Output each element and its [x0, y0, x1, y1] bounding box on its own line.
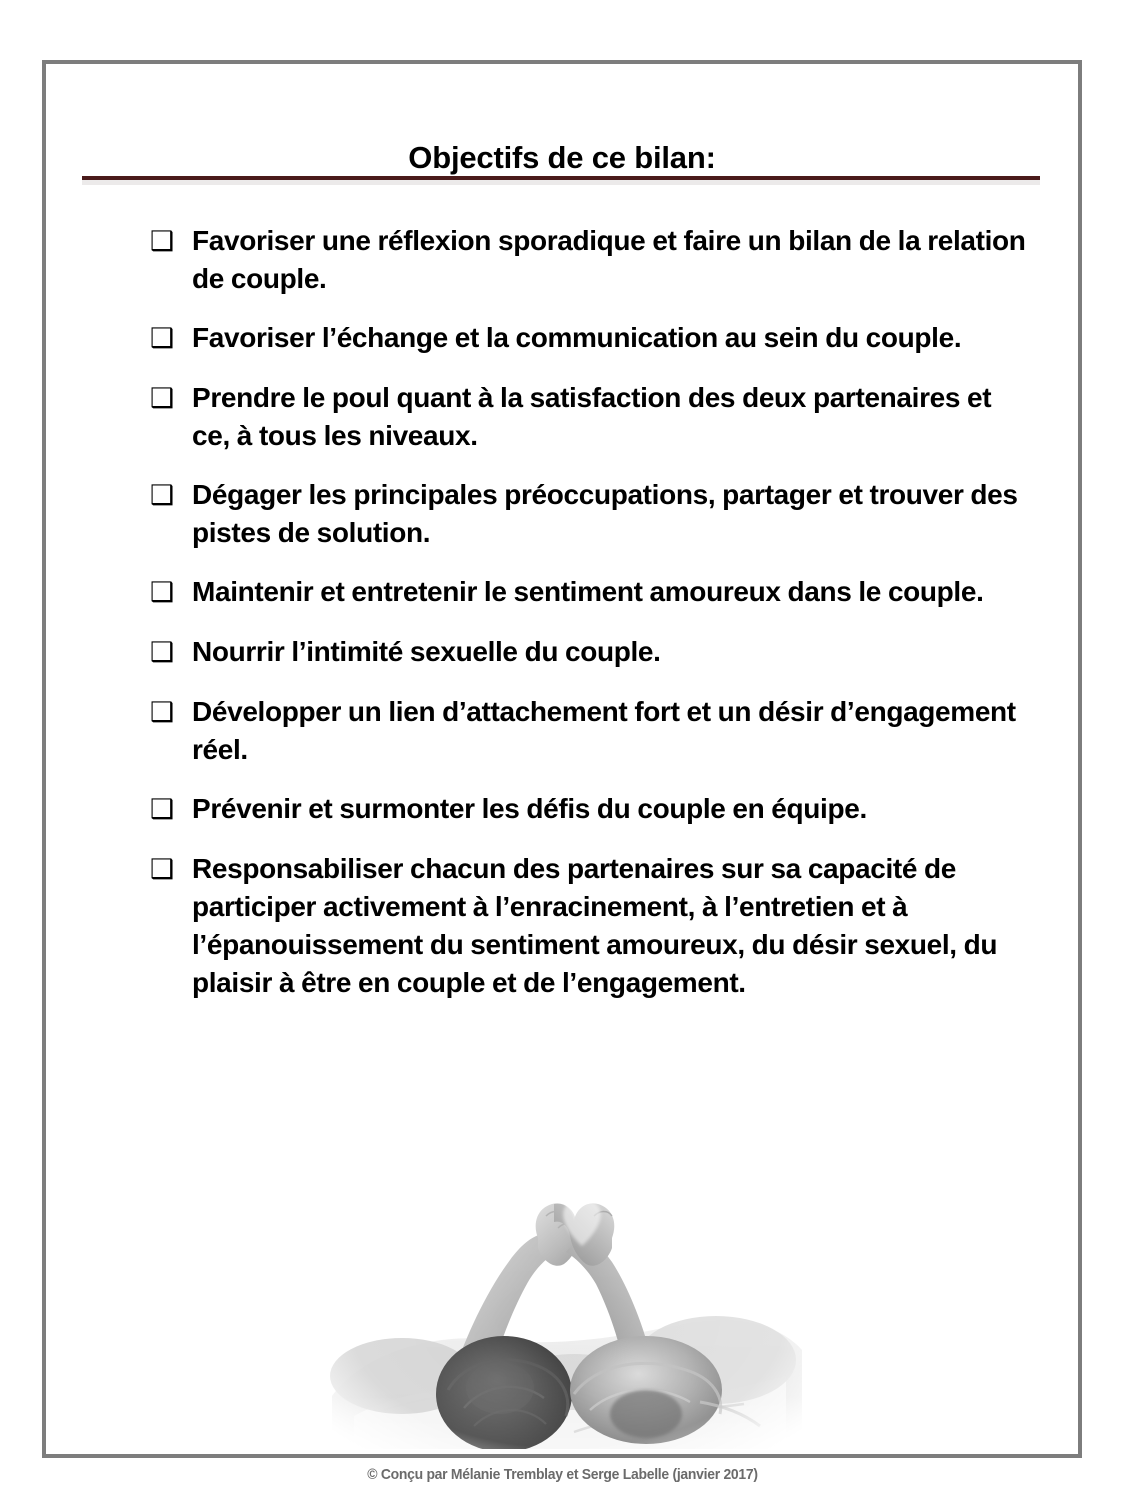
list-item-label: Nourrir l’intimité sexuelle du couple. [192, 636, 661, 667]
footer-credit-line: © Conçu par Mélanie Tremblay et Serge Labelle (janvier 2017) [367, 1466, 758, 1483]
list-item-label: Maintenir et entretenir le sentiment amoureux dans le couple. [192, 576, 984, 607]
list-item [150, 573, 1030, 612]
objectives-list [150, 222, 1030, 1023]
page-border-frame [42, 60, 1082, 1458]
checkbox-bullet-icon: ❑ [150, 480, 175, 511]
checkbox-bullet-icon: ❑ [150, 577, 175, 608]
checkbox-bullet-icon: ❑ [150, 323, 175, 354]
list-item [150, 790, 1030, 829]
list-item [150, 476, 1030, 552]
checkbox-bullet-icon: ❑ [150, 226, 175, 257]
list-item-label: Favoriser l’échange et la communication au sein du couple. [192, 322, 962, 353]
page-title: Objectifs de ce bilan: [408, 139, 716, 175]
checkbox-bullet-icon: ❑ [150, 794, 175, 825]
checkbox-bullet-icon: ❑ [150, 854, 175, 885]
list-item-label: Dégager les principales préoccupations, partager et trouver des pistes de solution. [192, 479, 1018, 548]
list-item [150, 633, 1030, 672]
list-item [150, 222, 1030, 298]
title-divider-rule [82, 176, 1040, 185]
list-item-label: Développer un lien d’attachement fort et un désir d’engagement réel. [192, 696, 1016, 765]
couple-heart-hands-photo [324, 1164, 809, 1449]
list-item-label: Prendre le poul quant à la satisfaction des deux partenaires et ce, à tous les niveaux. [192, 382, 992, 451]
list-item [150, 693, 1030, 769]
checkbox-bullet-icon: ❑ [150, 637, 175, 668]
checkbox-bullet-icon: ❑ [150, 383, 175, 414]
list-item [150, 319, 1030, 358]
divider-shadow [82, 180, 1040, 185]
list-item [150, 850, 1030, 1002]
list-item-label: Favoriser une réflexion sporadique et faire un bilan de la relation de couple. [192, 225, 1026, 294]
list-item-label: Prévenir et surmonter les défis du couple en équipe. [192, 793, 867, 824]
list-item-label: Responsabiliser chacun des partenaires sur sa capacité de participer activement à l’enracinement, à l’entretien et à l’épanouissement du sentiment amoureux, du désir sexuel, du plaisir à être en couple et de l’engagement. [192, 853, 998, 998]
checkbox-bullet-icon: ❑ [150, 697, 175, 728]
list-item [150, 379, 1030, 455]
